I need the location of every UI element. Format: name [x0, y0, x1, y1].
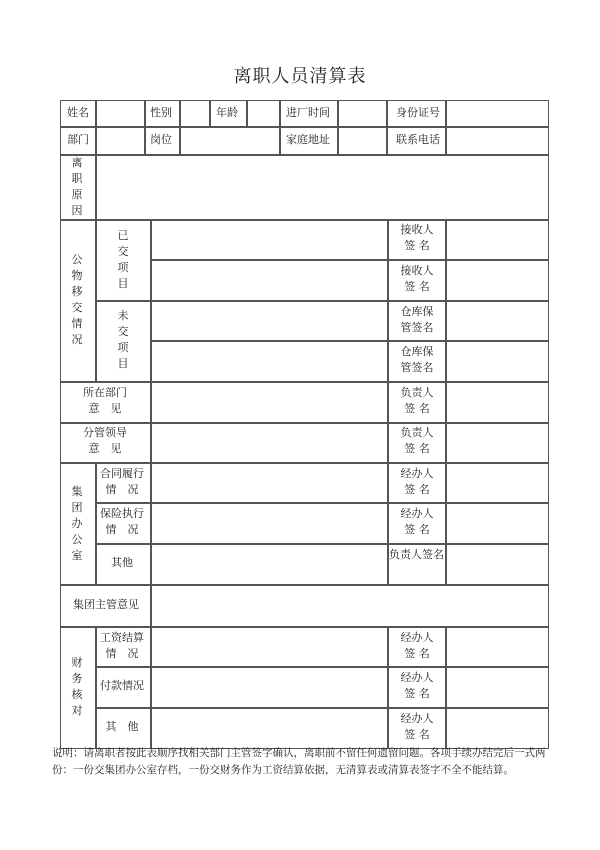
leader-sign-label: 负责人签 名: [400, 426, 434, 455]
contract-sign-label: 经办人签 名: [400, 467, 434, 496]
handed-items-value-1[interactable]: [150, 219, 389, 261]
insurance-label: 保险执行情 况: [100, 507, 144, 536]
warehouse-sign-label-2: 仓库保管签名: [400, 345, 434, 374]
salary-sign-label: 经办人签 名: [400, 631, 434, 660]
name-value-cell[interactable]: [95, 100, 146, 128]
home-address-label: 家庭地址: [286, 133, 330, 146]
age-value-cell[interactable]: [246, 100, 281, 128]
insurance-value[interactable]: [150, 502, 389, 545]
contract-sign-value[interactable]: [445, 462, 549, 504]
gender-value-cell[interactable]: [179, 100, 211, 128]
footnote: 说明：请离职者按此表顺序找相关部门主管签字确认，离职前不留任何遗留问题。各项手续办结完后一式两份：一份交集团办公室存档，一份交财务作为工资结算依据，无清算表或清算表签字不全不能结算。: [52, 747, 546, 776]
property-group-label: 公物移交情况: [71, 253, 83, 346]
office-other-sign-label: 负责人签名: [389, 548, 444, 561]
receiver-sign-value-1[interactable]: [445, 219, 549, 261]
not-handed-items-label: 未交项目: [117, 309, 129, 370]
age-label: 年龄: [216, 106, 238, 119]
reason-value-cell[interactable]: [95, 154, 549, 221]
supervisor-label: 集团主管意见: [73, 598, 139, 611]
not-handed-items-value-1[interactable]: [150, 300, 389, 342]
office-other-sign-value[interactable]: [445, 543, 549, 586]
phone-label: 联系电话: [396, 133, 440, 146]
receiver-sign-label-1: 接收人签 名: [400, 223, 434, 252]
gender-label: 性别: [150, 106, 172, 119]
receiver-sign-label-2: 接收人签 名: [400, 264, 434, 293]
join-date-value-cell[interactable]: [337, 100, 388, 128]
finance-other-value[interactable]: [150, 707, 389, 749]
dept-sign-value[interactable]: [445, 381, 549, 424]
handed-items-value-2[interactable]: [150, 259, 389, 302]
finance-other-sign-label: 经办人签 名: [400, 712, 434, 741]
reason-label: 离职原因: [71, 156, 83, 217]
home-address-value-cell[interactable]: [337, 126, 388, 156]
name-label: 姓名: [67, 106, 89, 119]
insurance-sign-label: 经办人签 名: [400, 507, 434, 536]
payment-sign-value[interactable]: [445, 666, 549, 709]
contract-value[interactable]: [150, 462, 389, 504]
finance-other-sign-value[interactable]: [445, 707, 549, 749]
office-group-label: 集团办公室: [71, 485, 83, 562]
finance-group-label: 财务核对: [71, 656, 83, 717]
leader-opinion-value[interactable]: [150, 422, 389, 464]
warehouse-sign-value-1[interactable]: [445, 300, 549, 342]
page-title: 离职人员清算表: [233, 66, 367, 87]
insurance-sign-value[interactable]: [445, 502, 549, 545]
dept-opinion-label: 所在部门意 见: [83, 386, 127, 415]
payment-value[interactable]: [150, 666, 389, 709]
salary-value[interactable]: [150, 626, 389, 668]
supervisor-value[interactable]: [150, 584, 549, 628]
contract-label: 合同履行情 况: [100, 467, 144, 496]
salary-sign-value[interactable]: [445, 626, 549, 668]
office-other-label: 其他: [111, 556, 133, 569]
department-label: 部门: [67, 133, 89, 146]
id-number-label: 身份证号: [396, 106, 440, 119]
receiver-sign-value-2[interactable]: [445, 259, 549, 302]
leader-sign-value[interactable]: [445, 422, 549, 464]
position-value-cell[interactable]: [179, 126, 281, 156]
leader-opinion-label: 分管领导意 见: [83, 426, 127, 455]
office-other-value[interactable]: [150, 543, 389, 586]
payment-sign-label: 经办人签 名: [400, 671, 434, 700]
salary-label: 工资结算情 况: [100, 631, 144, 660]
dept-sign-label: 负责人签 名: [400, 386, 434, 415]
id-number-value-cell[interactable]: [445, 100, 549, 128]
dept-opinion-value[interactable]: [150, 381, 389, 424]
warehouse-sign-value-2[interactable]: [445, 340, 549, 383]
payment-label: 付款情况: [100, 679, 144, 692]
not-handed-items-value-2[interactable]: [150, 340, 389, 383]
finance-other-label: 其 他: [105, 720, 139, 733]
phone-value-cell[interactable]: [445, 126, 549, 156]
position-label: 岗位: [150, 133, 172, 146]
handed-items-label: 已交项目: [117, 229, 129, 290]
department-value-cell[interactable]: [95, 126, 146, 156]
join-date-label: 进厂时间: [286, 106, 330, 119]
warehouse-sign-label-1: 仓库保管签名: [400, 305, 434, 334]
